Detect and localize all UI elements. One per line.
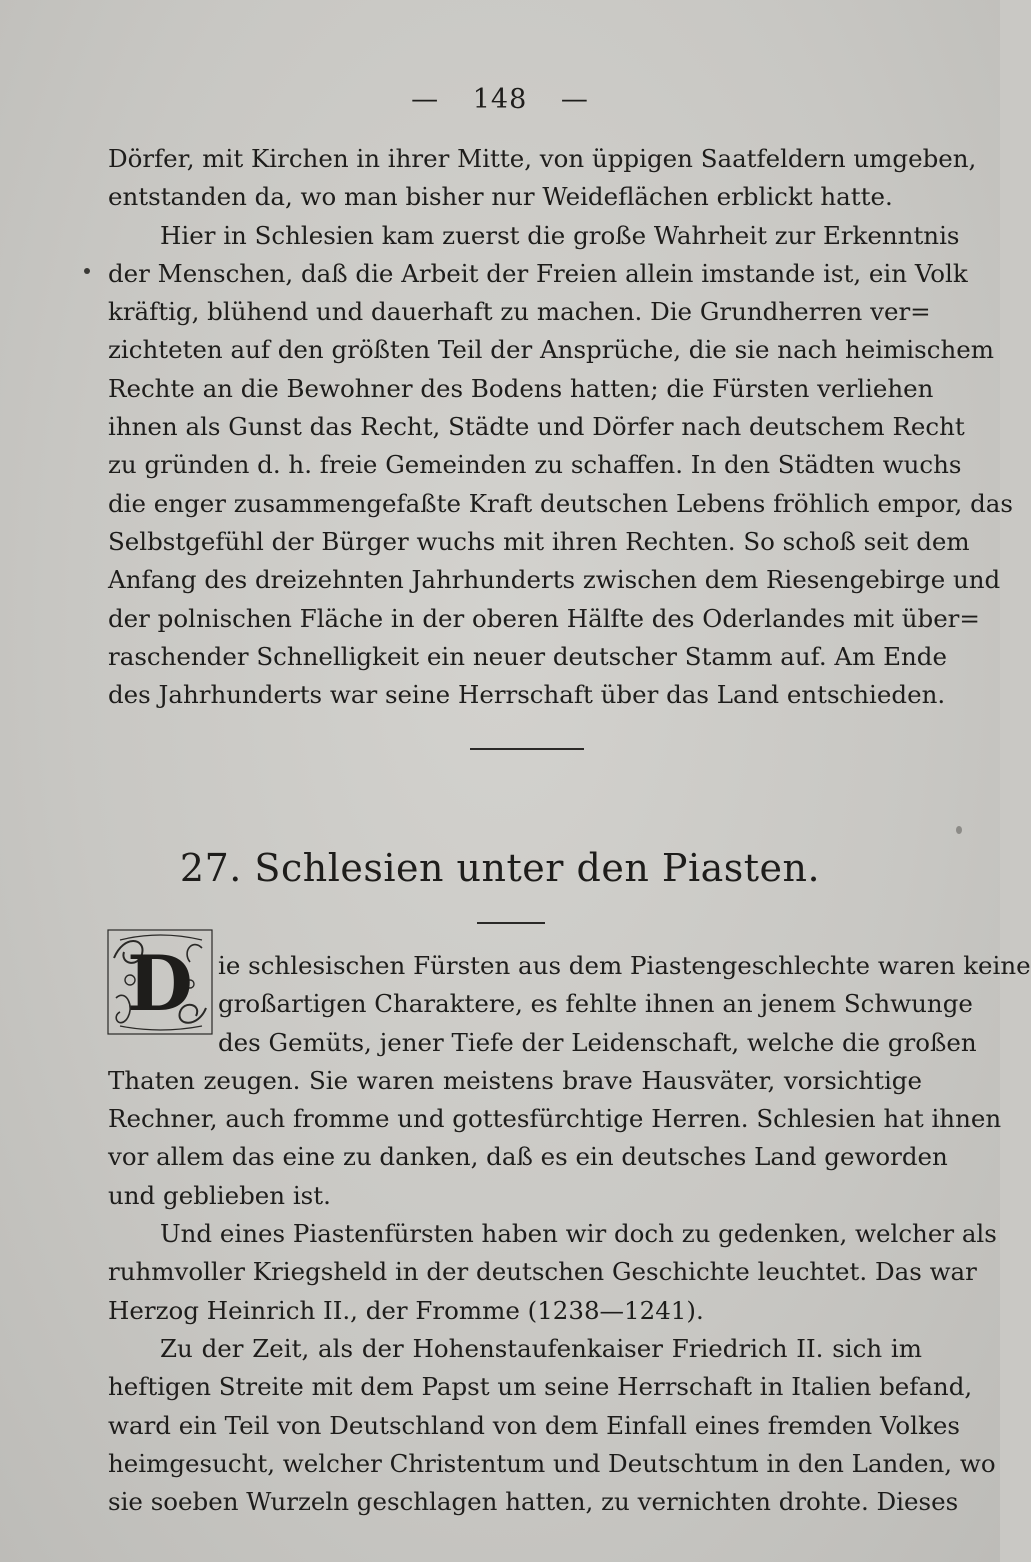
text-line: der Menschen, daß die Arbeit der Freien allein imstande ist, ein Volk bbox=[108, 258, 968, 288]
text-line: Dörfer, mit Kirchen in ihrer Mitte, von üppigen Saatfeldern umgeben, bbox=[108, 144, 977, 173]
text-line: großartigen Charaktere, es fehlte ihnen an jenem Schwunge bbox=[218, 989, 973, 1019]
text-line: ihnen als Gunst das Recht, Städte und Dörfer nach deutschem Recht bbox=[108, 412, 965, 442]
chapter-title: 27. Schlesien unter den Piasten. bbox=[179, 846, 821, 890]
text-line: sie soeben Wurzeln geschlagen hatten, zu vernichten drohte. Dieses bbox=[108, 1487, 959, 1517]
section-divider-rule bbox=[470, 748, 584, 750]
paper-speck bbox=[84, 268, 90, 274]
text-line: der polnischen Fläche in der oberen Hälfte des Oderlandes mit über= bbox=[108, 603, 980, 633]
text-line: des Jahrhunderts war seine Herrschaft über das Land entschieden. bbox=[108, 680, 946, 710]
lower-text-block bbox=[108, 947, 1031, 1521]
text-line: Und eines Piastenfürsten haben wir doch zu gedenken, welcher als bbox=[160, 1219, 997, 1249]
text-line: zu gründen d. h. freie Gemeinden zu schaffen. In den Städten wuchs bbox=[108, 450, 962, 480]
paper-speck bbox=[956, 826, 962, 834]
text-line: vor allem das eine zu danken, daß es ein deutsches Land geworden bbox=[108, 1142, 948, 1172]
header-dash-left: — bbox=[411, 84, 440, 115]
text-line: Herzog Heinrich II., der Fromme (1238—1241). bbox=[108, 1295, 704, 1325]
text-line: Zu der Zeit, als der Hohenstaufenkaiser Friedrich II. sich im bbox=[160, 1333, 922, 1363]
drop-cap-letter: D bbox=[127, 939, 193, 1028]
page-number: 148 bbox=[472, 84, 528, 115]
title-underline-rule bbox=[477, 922, 545, 924]
text-line: Selbstgefühl der Bürger wuchs mit ihren Rechten. So schoß seit dem bbox=[108, 526, 970, 556]
header-dash-right: — bbox=[560, 84, 589, 115]
text-line: raschender Schnelligkeit ein neuer deutscher Stamm auf. Am Ende bbox=[108, 641, 947, 671]
text-line: ie schlesischen Fürsten aus dem Piastengeschlechte waren keine bbox=[218, 951, 1031, 980]
text-line: Thaten zeugen. Sie waren meistens brave Hausväter, vorsichtige bbox=[108, 1065, 922, 1095]
text-line: entstanden da, wo man bisher nur Weideflächen erblickt hatte. bbox=[108, 182, 893, 212]
text-line: kräftig, blühend und dauerhaft zu machen. Die Grundherren ver= bbox=[108, 297, 931, 327]
text-line: ruhmvoller Kriegsheld in der deutschen Geschichte leuchtet. Das war bbox=[108, 1257, 977, 1287]
text-line: Hier in Schlesien kam zuerst die große Wahrheit zur Erkenntnis bbox=[160, 220, 960, 250]
text-line: die enger zusammengefaßte Kraft deutschen Lebens fröhlich empor, das bbox=[108, 488, 1013, 518]
text-line: Anfang des dreizehnten Jahrhunderts zwischen dem Riesengebirge und bbox=[108, 565, 1001, 595]
upper-text-block bbox=[108, 140, 1013, 714]
text-line: Rechte an die Bewohner des Bodens hatten; die Fürsten verliehen bbox=[108, 373, 934, 403]
text-line: Rechner, auch fromme und gottesfürchtige Herren. Schlesien hat ihnen bbox=[108, 1104, 1002, 1134]
page-header bbox=[0, 84, 1000, 115]
text-line: ward ein Teil von Deutschland von dem Einfall eines fremden Volkes bbox=[108, 1410, 960, 1440]
text-line: heftigen Streite mit dem Papst um seine Herrschaft in Italien befand, bbox=[108, 1372, 973, 1402]
text-line: zichteten auf den größten Teil der Ansprüche, die sie nach heimischem bbox=[108, 335, 994, 365]
text-line: und geblieben ist. bbox=[108, 1180, 331, 1210]
text-line: heimgesucht, welcher Christentum und Deutschtum in den Landen, wo bbox=[108, 1448, 996, 1478]
text-line: des Gemüts, jener Tiefe der Leidenschaft, welche die großen bbox=[218, 1027, 977, 1057]
